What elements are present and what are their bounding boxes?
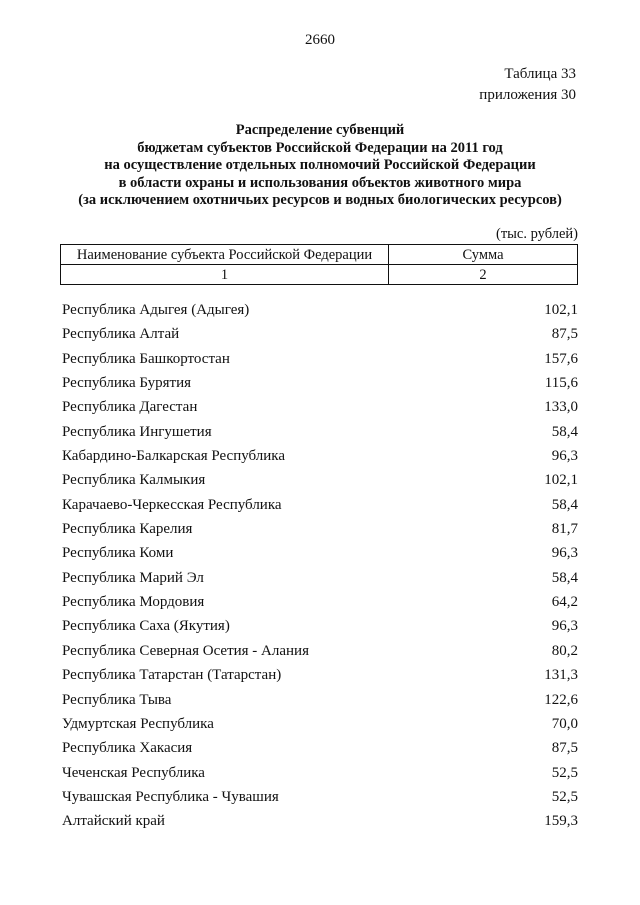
subsidy-amount: 102,1	[544, 302, 578, 318]
region-name: Чувашская Республика - Чувашия	[62, 788, 279, 805]
table-row	[62, 517, 578, 541]
subsidy-amount: 70,0	[551, 715, 578, 732]
subsidy-amount: 58,4	[551, 569, 578, 586]
table-header	[60, 244, 578, 285]
subsidy-amount: 131,3	[544, 667, 578, 684]
region-name: Кабардино-Балкарская Республика	[62, 448, 286, 465]
table-row	[62, 761, 578, 785]
region-name: Карачаево-Черкесская Республика	[62, 496, 282, 513]
region-name: Республика Северная Осетия - Алания	[62, 642, 309, 659]
table-row	[62, 347, 578, 371]
subsidy-amount: 96,3	[551, 618, 578, 635]
table-row	[62, 712, 578, 736]
title-line1: Распределение субвенций	[235, 122, 405, 138]
table-row	[62, 614, 578, 638]
subsidy-amount: 96,3	[551, 545, 578, 562]
table-row	[62, 736, 578, 760]
table-row	[62, 493, 578, 517]
subsidy-amount: 157,6	[544, 350, 578, 367]
table-body	[62, 298, 578, 834]
table-row	[62, 639, 578, 663]
table-row	[62, 444, 578, 468]
column-number-2: 2	[389, 265, 578, 285]
column-number-1: 1	[61, 265, 389, 285]
subsidy-amount: 80,2	[551, 642, 578, 659]
region-name: Республика Бурятия	[62, 375, 192, 392]
region-name: Республика Башкортостан	[62, 350, 230, 367]
header-name-column: Наименование субъекта Российской Федерации	[61, 245, 389, 265]
subsidy-amount: 102,1	[544, 472, 578, 489]
table-row	[62, 663, 578, 687]
subsidy-amount: 159,3	[544, 813, 578, 830]
title-line5: (за исключением охотничьих ресурсов и водных биологических ресурсов)	[78, 192, 562, 208]
table-reference	[479, 64, 576, 106]
table-row	[62, 590, 578, 614]
subsidy-amount: 52,5	[551, 764, 578, 781]
table-row	[62, 395, 578, 419]
title-line4: в области охраны и использования объектов животного мира	[118, 174, 522, 191]
document-title	[40, 122, 600, 210]
table-row	[62, 541, 578, 565]
region-name: Республика Коми	[62, 545, 174, 562]
region-name: Республика Мордовия	[62, 594, 205, 611]
region-name: Республика Адыгея (Адыгея)	[62, 302, 250, 318]
table-row	[62, 809, 578, 833]
region-name: Республика Татарстан (Татарстан)	[62, 667, 282, 684]
region-name: Республика Ингушетия	[62, 423, 212, 440]
table-row	[62, 298, 578, 322]
table-row	[62, 566, 578, 590]
header-row	[61, 245, 578, 265]
subsidy-amount: 58,4	[551, 496, 578, 513]
units-label: (тыс. рублей)	[496, 226, 578, 242]
header-amount-column: Сумма	[389, 245, 578, 265]
subsidy-amount: 81,7	[551, 521, 578, 538]
subsidy-amount: 133,0	[544, 399, 578, 416]
page-number: 2660	[305, 32, 335, 48]
subsidy-amount: 87,5	[551, 326, 578, 343]
subsidy-amount: 58,4	[551, 423, 578, 440]
table-row	[62, 420, 578, 444]
region-name: Республика Саха (Якутия)	[62, 618, 230, 635]
table-row	[62, 688, 578, 712]
subsidy-amount: 96,3	[551, 448, 578, 465]
region-name: Республика Алтай	[62, 326, 180, 343]
table-row	[62, 785, 578, 809]
table-ref-line1: Таблица 33	[504, 66, 576, 82]
column-number-row	[61, 265, 578, 285]
region-name: Алтайский край	[62, 813, 165, 830]
title-line3: на осуществление отдельных полномочий Российской Федерации	[104, 157, 536, 173]
region-name: Республика Карелия	[62, 521, 193, 538]
table-row	[62, 468, 578, 492]
subsidy-amount: 87,5	[551, 740, 578, 757]
table-row	[62, 371, 578, 395]
subsidy-amount: 52,5	[551, 788, 578, 805]
region-name: Чеченская Республика	[62, 764, 205, 781]
table-row	[62, 322, 578, 346]
region-name: Республика Марий Эл	[62, 569, 204, 586]
region-name: Удмуртская Республика	[62, 715, 214, 732]
subsidy-amount: 122,6	[544, 691, 578, 708]
table-ref-line2: приложения 30	[479, 87, 576, 103]
region-name: Республика Калмыкия	[62, 472, 206, 489]
title-line2: бюджетам субъектов Российской Федерации на 2011 год	[137, 139, 503, 156]
subsidy-amount: 64,2	[551, 594, 578, 611]
region-name: Республика Тыва	[62, 691, 172, 708]
region-name: Республика Хакасия	[62, 740, 193, 757]
subsidy-amount: 115,6	[544, 375, 578, 392]
region-name: Республика Дагестан	[62, 399, 198, 416]
